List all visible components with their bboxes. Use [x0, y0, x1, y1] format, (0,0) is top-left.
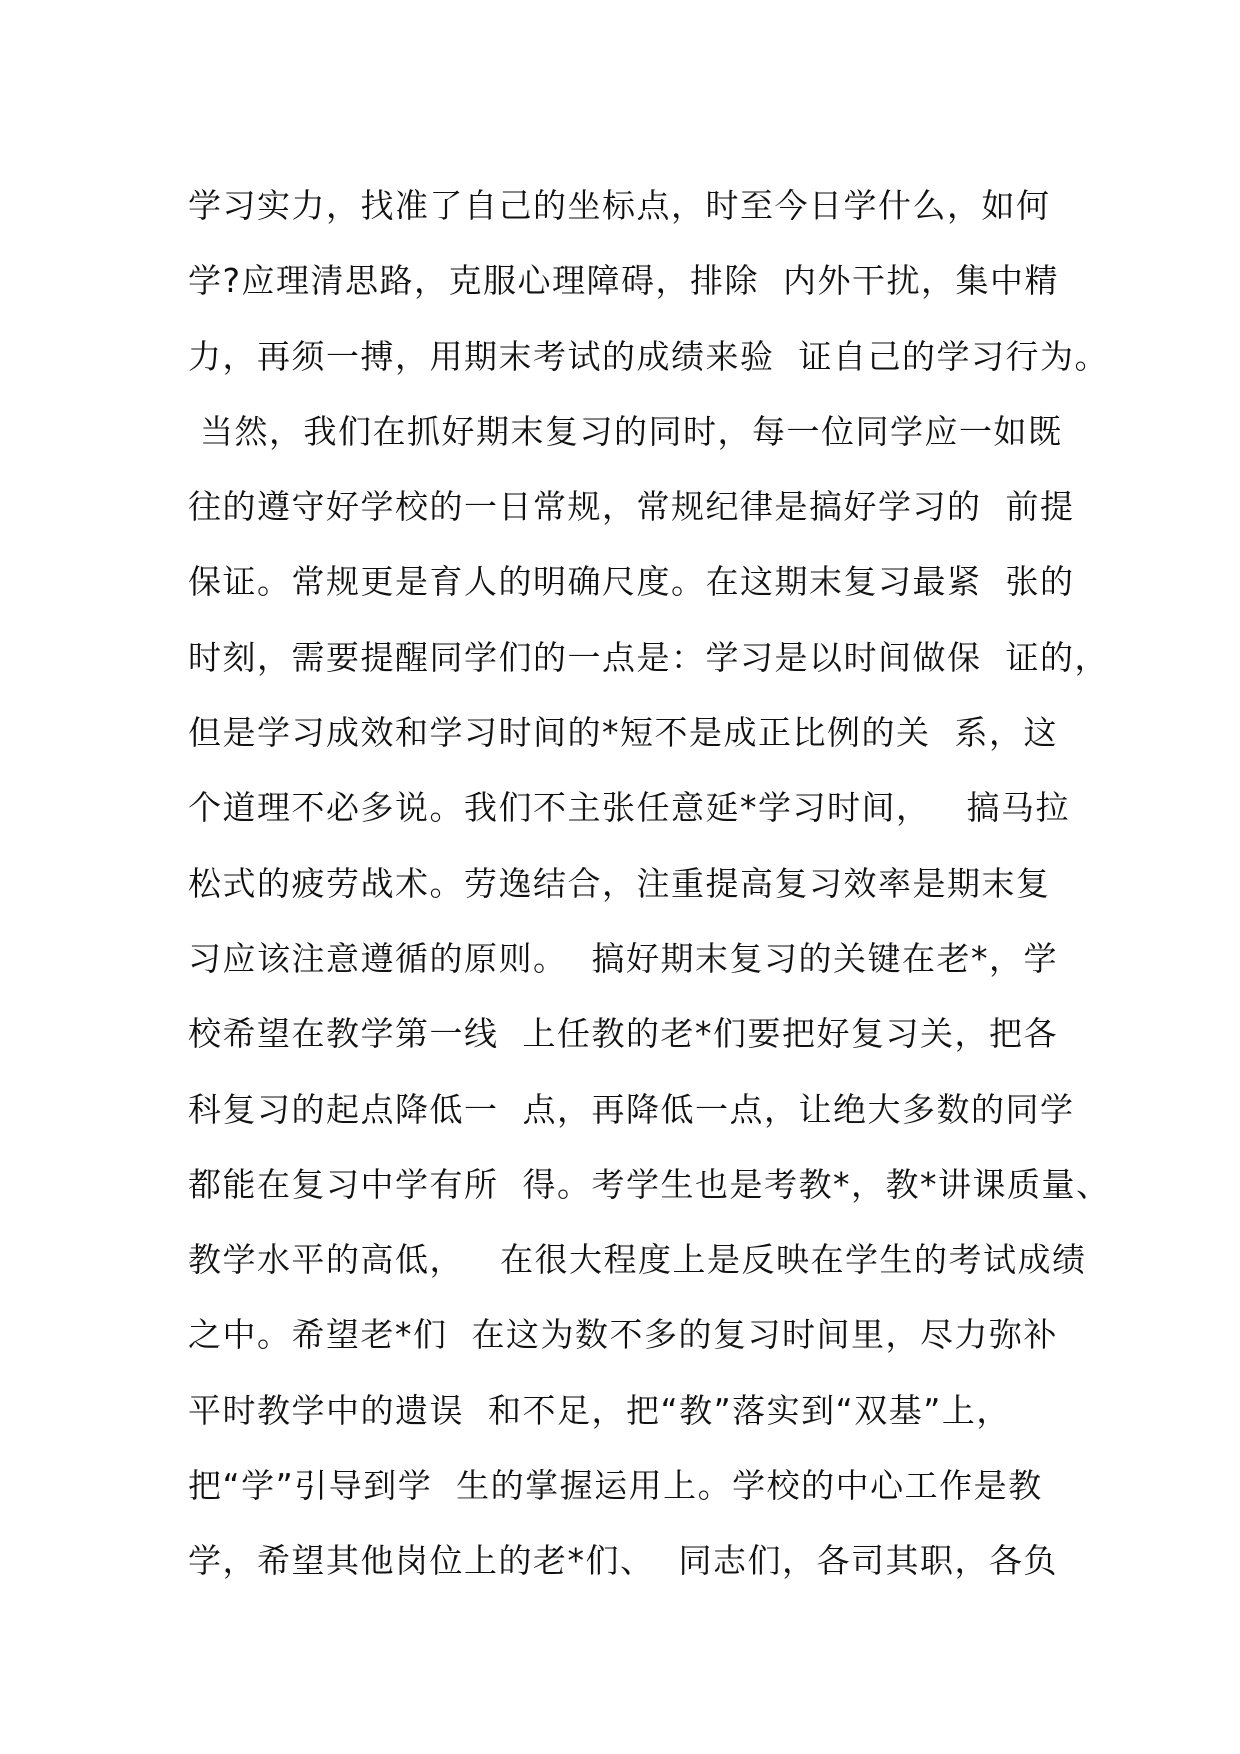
text-line: 之中。希望老*们 在这为数不多的复习时间里，尽力弥补	[188, 1315, 1058, 1355]
text-line: 平时教学中的遗误 和不足，把“教”落实到“双基”上，	[188, 1390, 1011, 1430]
text-line: 力，再须一搏，用期末考试的成绩来验 证自己的学习行为。	[188, 336, 1109, 376]
text-line: 教学水平的高低， 在很大程度上是反映在学生的考试成绩	[188, 1240, 1087, 1280]
text-line: 学?应理清思路，克服心理障碍，排除 内外干扰，集中精	[188, 261, 1059, 301]
text-line: 当然，我们在抓好期末复习的同时，每一位同学应一如既	[188, 411, 1063, 451]
text-line: 时刻，需要提醒同学们的一点是：学习是以时间做保 证的，	[188, 637, 1109, 677]
text-line: 校希望在教学第一线 上任教的老*们要把好复习关，把各	[188, 1014, 1058, 1054]
text-line: 往的遵守好学校的一日常规，常规纪律是搞好学习的 前提	[188, 487, 1075, 527]
text-line: 个道理不必多说。我们不主张任意延*学习时间， 搞马拉	[188, 788, 1070, 828]
text-line: 松式的疲劳战术。劳逸结合，注重提高复习效率是期末复	[188, 863, 1051, 903]
text-line: 学，希望其他岗位上的老*们、 同志们，各司其职，各负	[188, 1541, 1058, 1581]
text-line: 保证。常规更是育人的明确尺度。在这期末复习最紧 张的	[188, 562, 1075, 602]
body-text	[188, 168, 1111, 1599]
text-line: 都能在复习中学有所 得。考学生也是考教*，教*讲课质量、	[188, 1164, 1111, 1204]
text-line: 学习实力，找准了自己的坐标点，时至今日学什么，如何	[188, 186, 1051, 225]
text-line: 习应该注意遵循的原则。 搞好期末复习的关键在老*，学	[188, 938, 1058, 978]
text-line: 但是学习成效和学习时间的*短不是成正比例的关 系，这	[188, 713, 1058, 753]
text-line: 科复习的起点降低一 点，再降低一点，让绝大多数的同学	[188, 1089, 1075, 1129]
text-line: 把“学”引导到学 生的掌握运用上。学校的中心工作是教	[188, 1466, 1043, 1506]
